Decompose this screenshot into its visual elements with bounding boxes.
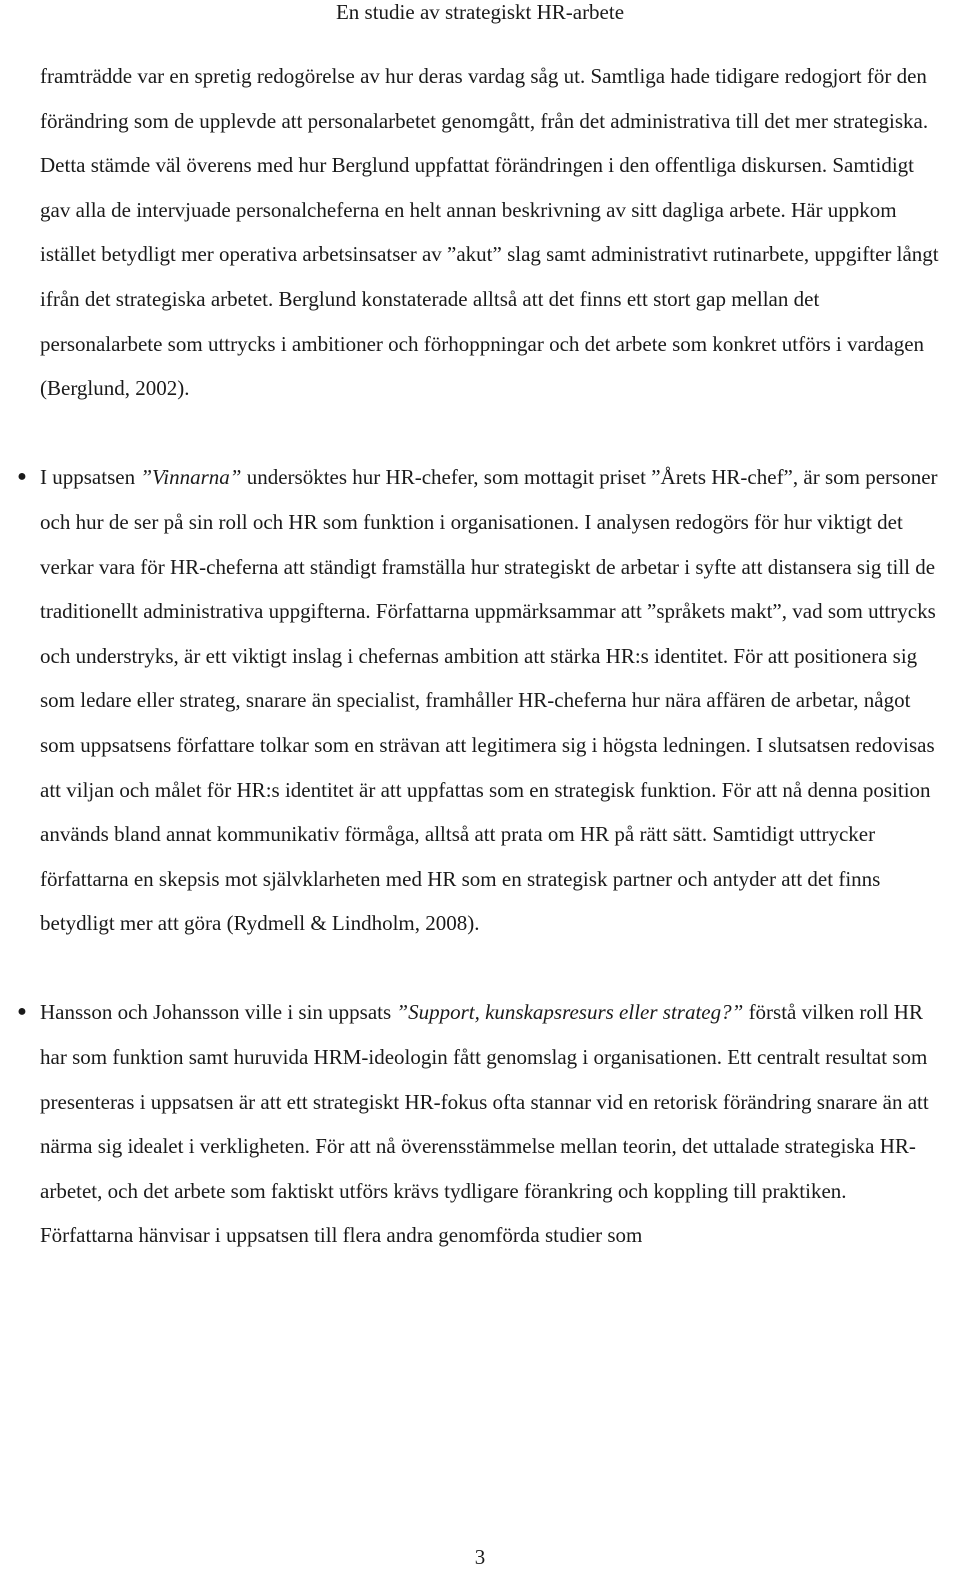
list-item-support <box>17 990 945 1258</box>
list-item-vinnarna <box>17 455 945 946</box>
list-item-text: I uppsatsen <box>40 465 141 490</box>
list-item-text: förstå vilken roll HR har som funktion samt huruvida HRM-ideologin fått genomslag i organisationen. Ett centralt resultat som presenteras i uppsatsen är att ett strategiskt HR-fokus ofta stannar vid en retorisk förändring snarare än att närma sig idealet i verkligheten. För att nå överensstämmelse mellan teorin, det uttalade strategiska HR-arbetet, och det arbete som faktiskt utförs krävs tydligare förankring och koppling till praktiken. Författarna hänvisar i uppsatsen till flera andra genomförda studier som <box>40 1000 929 1248</box>
paragraph-gap <box>40 946 945 991</box>
bullet-icon: ● <box>17 1003 27 1021</box>
thesis-title: ”Support, kunskapsresurs eller strateg?” <box>396 1000 744 1025</box>
page-header: En studie av strategiskt HR-arbete <box>335 0 625 24</box>
document-body <box>17 54 945 1258</box>
paragraph-berglund: framträdde var en spretig redogörelse av hur deras vardag såg ut. Samtliga hade tidigare redogjort för den förändring som de upplevde att personalarbetet genomgått, från det administrativa till det mer strategiska. Detta stämde väl överens med hur Berglund uppfattat förändringen i den offentliga diskursen. Samtidigt gav alla de intervjuade personalcheferna en helt annan beskrivning av sitt dagliga arbete. Här uppkom istället betydligt mer operativa arbetsinsatser av ”akut” slag samt administrativt rutinarbete, uppgifter långt ifrån det strategiska arbetet. Berglund konstaterade alltså att det finns ett stort gap mellan det personalarbete som uttrycks i ambitioner och förhoppningar och det arbete som konkret utförs i vardagen (Berglund, 2002). <box>40 64 939 401</box>
page-number: 3 <box>474 1545 486 1569</box>
paragraph-gap <box>40 411 945 456</box>
list-item-text: undersöktes hur HR-chefer, som mottagit priset ”Årets HR-chef”, är som personer och hur de ser på sin roll och HR som funktion i organisationen. I analysen redogörs för hur viktigt det verkar vara för HR-cheferna att ständigt framställa hur strategiskt de arbetar i syfte att distansera sig till de traditionellt administrativa uppgifterna. Författarna uppmärksammar att ”språkets makt”, vad som uttrycks och understryks, är ett viktigt inslag i chefernas ambition att stärka HR:s identitet. För att positionera sig som ledare eller strateg, snarare än specialist, framhåller HR-cheferna hur nära affären de arbetar, något som uppsatsens författare tolkar som en strävan att legitimera sig i högsta ledningen. I slutsatsen redovisas att viljan och målet för HR:s identitet är att uppfattas som en strategisk funktion. För att nå denna position används bland annat kommunikativ förmåga, alltså att prata om HR på rätt sätt. Samtidigt uttrycker författarna en skepsis mot självklarheten med HR som en strategisk partner och antyder att det finns betydligt mer att göra (Rydmell & Lindholm, 2008). <box>40 465 938 936</box>
thesis-title: ”Vinnarna” <box>140 465 242 490</box>
list-item-text: Hansson och Johansson ville i sin uppsats <box>40 1000 397 1025</box>
bullet-icon: ● <box>17 468 27 486</box>
